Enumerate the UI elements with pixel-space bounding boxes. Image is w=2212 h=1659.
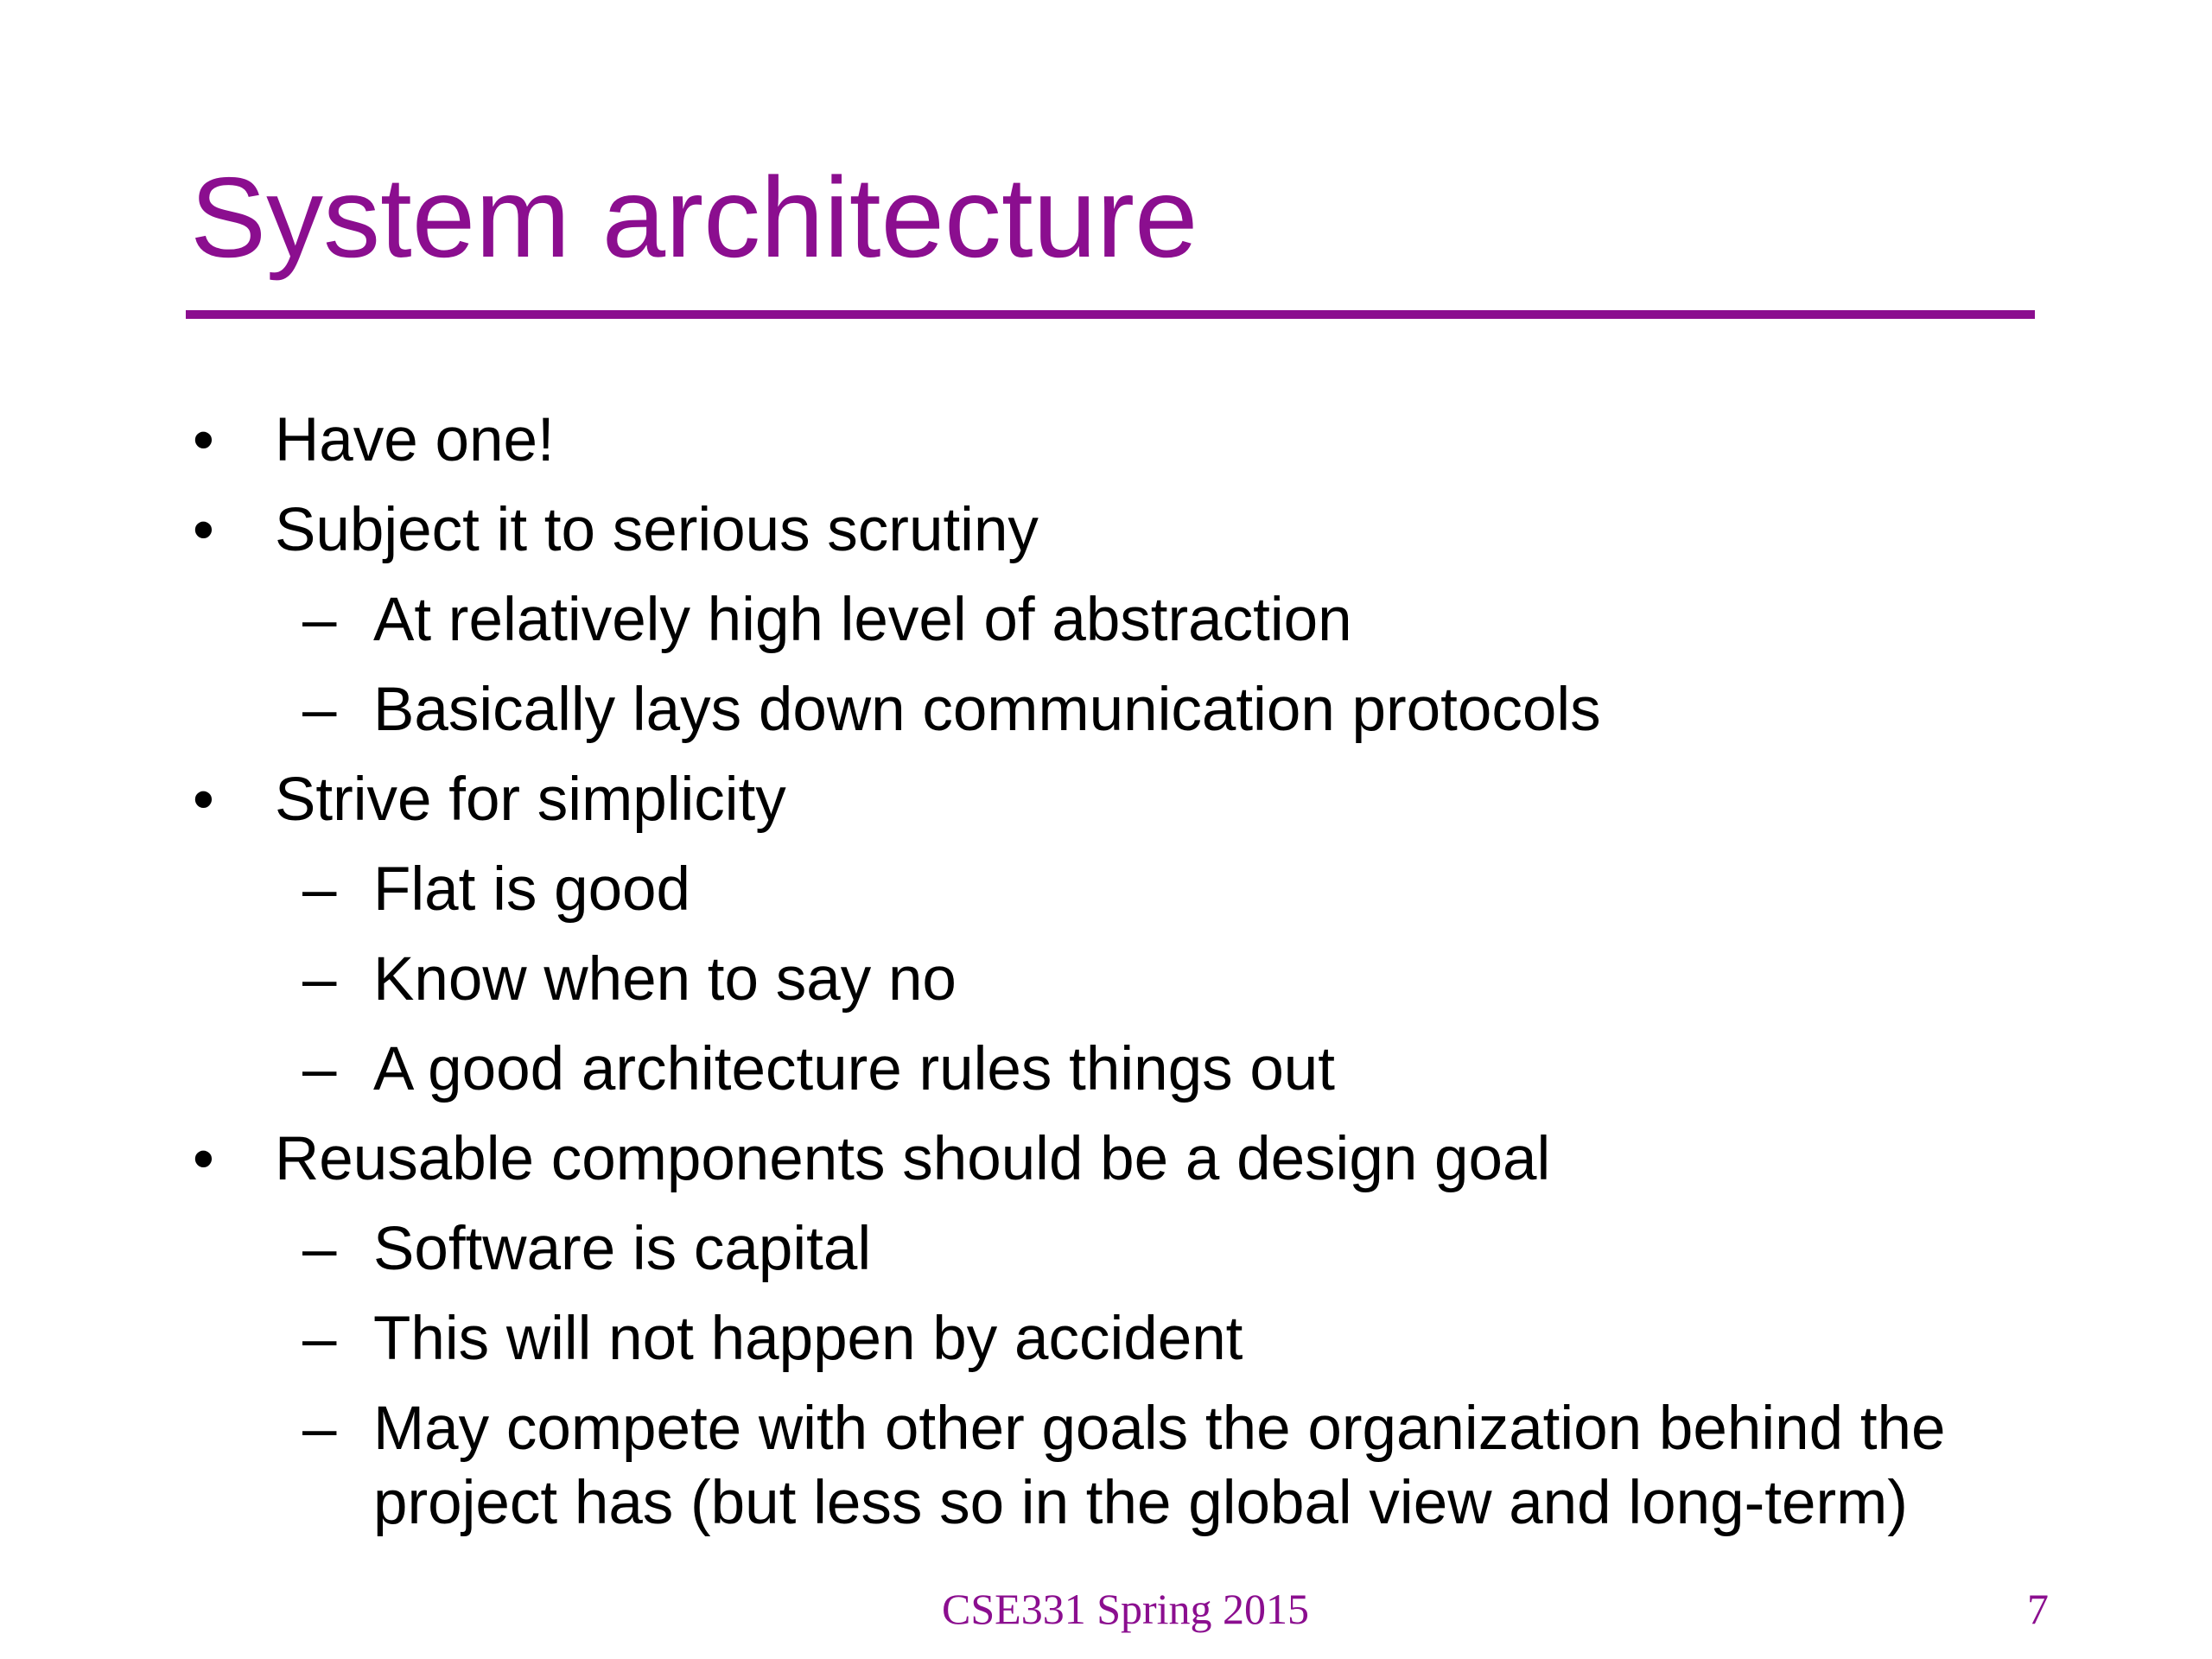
sub-bullet-text: Software is capital — [373, 1215, 872, 1283]
sub-bullet-item — [302, 1212, 872, 1287]
sub-bullet-text: Know when to say no — [373, 945, 957, 1014]
bullet-text: Strive for simplicity — [275, 766, 786, 834]
sub-bullet-item — [302, 943, 957, 1017]
bullet-text: Have one! — [275, 406, 555, 474]
dash-marker: – — [302, 676, 337, 744]
sub-bullet-item — [302, 1302, 1243, 1376]
sub-bullet-item — [302, 673, 1601, 747]
footer-course: CSE331 Spring 2015 — [942, 1585, 1310, 1633]
bullet-text: Subject it to serious scrutiny — [275, 496, 1039, 564]
dash-marker: – — [302, 586, 337, 654]
sub-bullet-item — [302, 853, 691, 927]
bullet-text: Reusable components should be a design goal — [275, 1125, 1551, 1193]
bullet-marker: • — [193, 766, 214, 834]
sub-bullet-text: project has (but less so in the global view and long-term) — [373, 1469, 1908, 1537]
sub-bullet-text: At relatively high level of abstraction — [373, 586, 1352, 654]
sub-bullet-item — [302, 1392, 1946, 1466]
dash-marker: – — [302, 855, 337, 924]
bullet-item — [193, 763, 786, 837]
sub-bullet-text: Basically lays down communication protocols — [373, 676, 1601, 744]
dash-marker: – — [302, 1305, 337, 1373]
dash-marker: – — [302, 945, 337, 1014]
sub-bullet-text: A good architecture rules things out — [373, 1035, 1336, 1103]
bullet-marker: • — [193, 496, 214, 564]
title-divider — [186, 310, 2035, 319]
dash-marker: – — [302, 1395, 337, 1463]
dash-marker: – — [302, 1035, 337, 1103]
sub-bullet-item — [302, 1033, 1336, 1107]
sub-bullet-text: This will not happen by accident — [373, 1305, 1243, 1373]
bullet-marker: • — [193, 1125, 214, 1193]
sub-bullet-text: Flat is good — [373, 855, 691, 924]
dash-marker: – — [302, 1215, 337, 1283]
bullet-item — [193, 493, 1039, 568]
slide-title: System architecture — [190, 154, 1198, 281]
page-number: 7 — [2027, 1585, 2049, 1633]
bullet-marker: • — [193, 406, 214, 474]
bullet-item — [193, 404, 555, 478]
sub-bullet-item — [302, 583, 1352, 658]
sub-bullet-text: May compete with other goals the organization behind the — [373, 1395, 1946, 1463]
sub-bullet-continuation — [373, 1466, 1908, 1541]
bullet-item — [193, 1122, 1551, 1197]
